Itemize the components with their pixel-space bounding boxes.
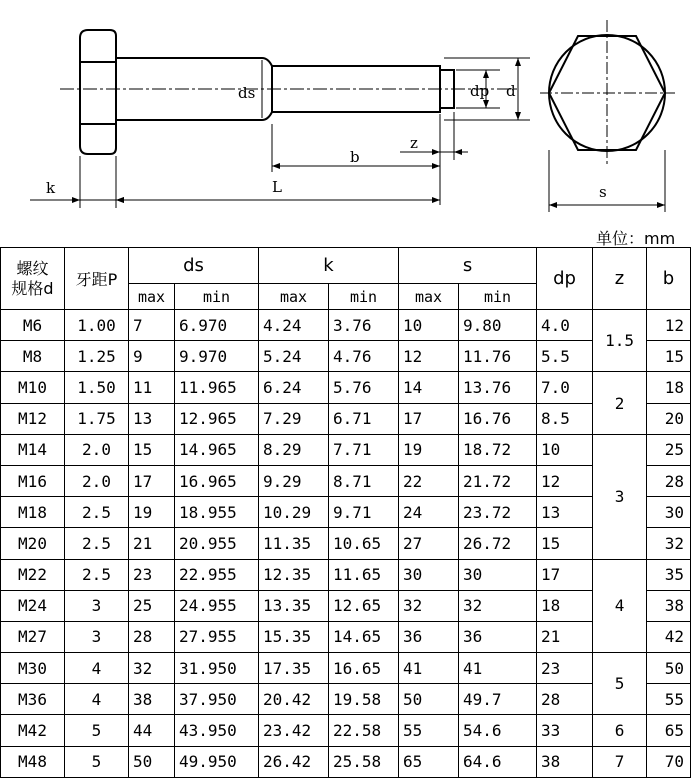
cell-b: 38 (647, 590, 691, 621)
bolt-head-outline (80, 30, 116, 154)
cell-dp: 12 (537, 465, 593, 496)
cell-b: 25 (647, 434, 691, 465)
cell-thread-spec: M48 (1, 746, 65, 777)
cell-s-min: 54.6 (459, 715, 537, 746)
header-ds: ds (129, 248, 259, 284)
header-dp: dp (537, 248, 593, 310)
cell-s-min: 32 (459, 590, 537, 621)
cell-s-min: 21.72 (459, 465, 537, 496)
cell-k-max: 26.42 (259, 746, 329, 777)
header-k-max: max (259, 284, 329, 310)
table-row (1, 528, 691, 559)
table-row (1, 372, 691, 403)
bolt-technical-drawing (0, 0, 700, 225)
cell-thread-spec: M27 (1, 621, 65, 652)
cell-ds-min: 14.965 (175, 434, 259, 465)
cell-thread-spec: M10 (1, 372, 65, 403)
cell-k-max: 9.29 (259, 465, 329, 496)
table-row (1, 621, 691, 652)
cell-ds-max: 23 (129, 559, 175, 590)
cell-ds-max: 50 (129, 746, 175, 777)
table-row (1, 310, 691, 341)
cell-pitch: 4 (65, 684, 129, 715)
cell-b: 42 (647, 621, 691, 652)
cell-pitch: 4 (65, 653, 129, 684)
table-row (1, 465, 691, 496)
s-label: s (599, 183, 607, 201)
header-ds-min: min (175, 284, 259, 310)
cell-pitch: 1.75 (65, 403, 129, 434)
cell-k-max: 5.24 (259, 341, 329, 372)
header-k: k (259, 248, 399, 284)
cell-b: 30 (647, 497, 691, 528)
cell-b: 12 (647, 310, 691, 341)
cell-dp: 5.5 (537, 341, 593, 372)
cell-s-min: 49.7 (459, 684, 537, 715)
cell-thread-spec: M12 (1, 403, 65, 434)
cell-s-min: 23.72 (459, 497, 537, 528)
cell-s-max: 24 (399, 497, 459, 528)
cell-s-max: 50 (399, 684, 459, 715)
cell-s-min: 16.76 (459, 403, 537, 434)
cell-b: 55 (647, 684, 691, 715)
cell-thread-spec: M20 (1, 528, 65, 559)
z-label: z (410, 134, 418, 152)
cell-dp: 17 (537, 559, 593, 590)
cell-ds-max: 19 (129, 497, 175, 528)
cell-b: 15 (647, 341, 691, 372)
bolt-spec-table (0, 247, 691, 778)
cell-pitch: 2.0 (65, 465, 129, 496)
cell-ds-min: 20.955 (175, 528, 259, 559)
cell-ds-max: 44 (129, 715, 175, 746)
cell-s-max: 32 (399, 590, 459, 621)
cell-k-max: 17.35 (259, 653, 329, 684)
cell-k-min: 9.71 (329, 497, 399, 528)
cell-s-min: 9.80 (459, 310, 537, 341)
cell-ds-min: 11.965 (175, 372, 259, 403)
table-row (1, 746, 691, 777)
cell-z: 4 (593, 559, 647, 653)
cell-s-min: 41 (459, 653, 537, 684)
cell-ds-min: 22.955 (175, 559, 259, 590)
table-row (1, 653, 691, 684)
cell-k-max: 15.35 (259, 621, 329, 652)
header-k-min: min (329, 284, 399, 310)
cell-b: 18 (647, 372, 691, 403)
cell-dp: 33 (537, 715, 593, 746)
cell-pitch: 3 (65, 590, 129, 621)
cell-ds-max: 15 (129, 434, 175, 465)
cell-dp: 23 (537, 653, 593, 684)
cell-k-max: 6.24 (259, 372, 329, 403)
cell-ds-max: 7 (129, 310, 175, 341)
cell-ds-min: 6.970 (175, 310, 259, 341)
cell-s-min: 64.6 (459, 746, 537, 777)
header-s-min: min (459, 284, 537, 310)
cell-dp: 8.5 (537, 403, 593, 434)
header-s: s (399, 248, 537, 284)
cell-k-min: 11.65 (329, 559, 399, 590)
cell-b: 28 (647, 465, 691, 496)
cell-s-min: 30 (459, 559, 537, 590)
cell-ds-min: 49.950 (175, 746, 259, 777)
cell-ds-max: 28 (129, 621, 175, 652)
cell-ds-max: 38 (129, 684, 175, 715)
cell-thread-spec: M16 (1, 465, 65, 496)
cell-b: 35 (647, 559, 691, 590)
cell-dp: 4.0 (537, 310, 593, 341)
cell-thread-spec: M6 (1, 310, 65, 341)
cell-k-max: 23.42 (259, 715, 329, 746)
cell-dp: 15 (537, 528, 593, 559)
cell-k-min: 19.58 (329, 684, 399, 715)
cell-thread-spec: M36 (1, 684, 65, 715)
table-row (1, 497, 691, 528)
header-pitch: 牙距P (65, 248, 129, 310)
cell-pitch: 2.0 (65, 434, 129, 465)
cell-ds-max: 25 (129, 590, 175, 621)
cell-k-max: 13.35 (259, 590, 329, 621)
cell-thread-spec: M22 (1, 559, 65, 590)
cell-k-min: 5.76 (329, 372, 399, 403)
cell-dp: 13 (537, 497, 593, 528)
cell-k-min: 22.58 (329, 715, 399, 746)
header-thread-spec: 螺纹 规格d (1, 248, 65, 310)
cell-k-min: 10.65 (329, 528, 399, 559)
cell-k-max: 7.29 (259, 403, 329, 434)
cell-pitch: 2.5 (65, 528, 129, 559)
unit-label: 单位：mm (596, 229, 676, 248)
cell-s-max: 55 (399, 715, 459, 746)
header-b: b (647, 248, 691, 310)
cell-z: 7 (593, 746, 647, 777)
cell-thread-spec: M30 (1, 653, 65, 684)
table-row (1, 403, 691, 434)
cell-pitch: 5 (65, 715, 129, 746)
table-row (1, 341, 691, 372)
cell-ds-max: 17 (129, 465, 175, 496)
table-row (1, 590, 691, 621)
cell-thread-spec: M14 (1, 434, 65, 465)
cell-k-max: 12.35 (259, 559, 329, 590)
cell-s-max: 10 (399, 310, 459, 341)
cell-k-min: 16.65 (329, 653, 399, 684)
cell-pitch: 2.5 (65, 497, 129, 528)
cell-thread-spec: M8 (1, 341, 65, 372)
cell-k-min: 25.58 (329, 746, 399, 777)
cell-ds-max: 21 (129, 528, 175, 559)
L-label: L (272, 178, 282, 196)
cell-s-max: 65 (399, 746, 459, 777)
cell-k-min: 14.65 (329, 621, 399, 652)
b-label: b (350, 148, 360, 166)
cell-pitch: 2.5 (65, 559, 129, 590)
cell-k-max: 4.24 (259, 310, 329, 341)
cell-ds-min: 24.955 (175, 590, 259, 621)
cell-s-max: 30 (399, 559, 459, 590)
cell-ds-min: 37.950 (175, 684, 259, 715)
cell-ds-max: 9 (129, 341, 175, 372)
cell-ds-min: 43.950 (175, 715, 259, 746)
cell-k-min: 12.65 (329, 590, 399, 621)
cell-s-min: 13.76 (459, 372, 537, 403)
cell-s-max: 36 (399, 621, 459, 652)
cell-b: 32 (647, 528, 691, 559)
cell-ds-min: 31.950 (175, 653, 259, 684)
cell-ds-min: 16.965 (175, 465, 259, 496)
cell-pitch: 1.25 (65, 341, 129, 372)
cell-s-max: 14 (399, 372, 459, 403)
cell-k-max: 11.35 (259, 528, 329, 559)
cell-dp: 21 (537, 621, 593, 652)
cell-ds-max: 32 (129, 653, 175, 684)
cell-ds-max: 13 (129, 403, 175, 434)
cell-dp: 10 (537, 434, 593, 465)
cell-dp: 18 (537, 590, 593, 621)
table-row (1, 715, 691, 746)
cell-ds-min: 18.955 (175, 497, 259, 528)
cell-pitch: 3 (65, 621, 129, 652)
cell-s-max: 12 (399, 341, 459, 372)
cell-thread-spec: M42 (1, 715, 65, 746)
cell-z: 1.5 (593, 310, 647, 372)
cell-pitch: 5 (65, 746, 129, 777)
cell-k-min: 6.71 (329, 403, 399, 434)
header-s-max: max (399, 284, 459, 310)
cell-z: 3 (593, 434, 647, 559)
cell-k-min: 3.76 (329, 310, 399, 341)
cell-s-min: 18.72 (459, 434, 537, 465)
cell-s-min: 26.72 (459, 528, 537, 559)
cell-s-min: 11.76 (459, 341, 537, 372)
cell-z: 5 (593, 653, 647, 715)
table-row (1, 434, 691, 465)
cell-k-min: 7.71 (329, 434, 399, 465)
cell-ds-min: 27.955 (175, 621, 259, 652)
cell-s-max: 17 (399, 403, 459, 434)
cell-k-min: 8.71 (329, 465, 399, 496)
cell-dp: 38 (537, 746, 593, 777)
header-z: z (593, 248, 647, 310)
cell-k-max: 20.42 (259, 684, 329, 715)
k-label: k (46, 179, 56, 197)
cell-b: 20 (647, 403, 691, 434)
cell-s-max: 22 (399, 465, 459, 496)
cell-thread-spec: M18 (1, 497, 65, 528)
cell-pitch: 1.50 (65, 372, 129, 403)
cell-ds-max: 11 (129, 372, 175, 403)
table-body (1, 310, 691, 778)
table-row (1, 559, 691, 590)
cell-dp: 28 (537, 684, 593, 715)
cell-b: 50 (647, 653, 691, 684)
cell-b: 65 (647, 715, 691, 746)
table-row (1, 684, 691, 715)
ds-label: ds (238, 84, 256, 102)
cell-dp: 7.0 (537, 372, 593, 403)
d-label: d (506, 82, 516, 100)
cell-k-max: 8.29 (259, 434, 329, 465)
cell-k-min: 4.76 (329, 341, 399, 372)
header-ds-max: max (129, 284, 175, 310)
cell-s-max: 19 (399, 434, 459, 465)
cell-z: 6 (593, 715, 647, 746)
cell-s-max: 27 (399, 528, 459, 559)
cell-k-max: 10.29 (259, 497, 329, 528)
cell-s-min: 36 (459, 621, 537, 652)
cell-thread-spec: M24 (1, 590, 65, 621)
cell-b: 70 (647, 746, 691, 777)
cell-s-max: 41 (399, 653, 459, 684)
cell-ds-min: 9.970 (175, 341, 259, 372)
cell-z: 2 (593, 372, 647, 434)
cell-pitch: 1.00 (65, 310, 129, 341)
dp-label: dp (470, 82, 490, 100)
cell-ds-min: 12.965 (175, 403, 259, 434)
